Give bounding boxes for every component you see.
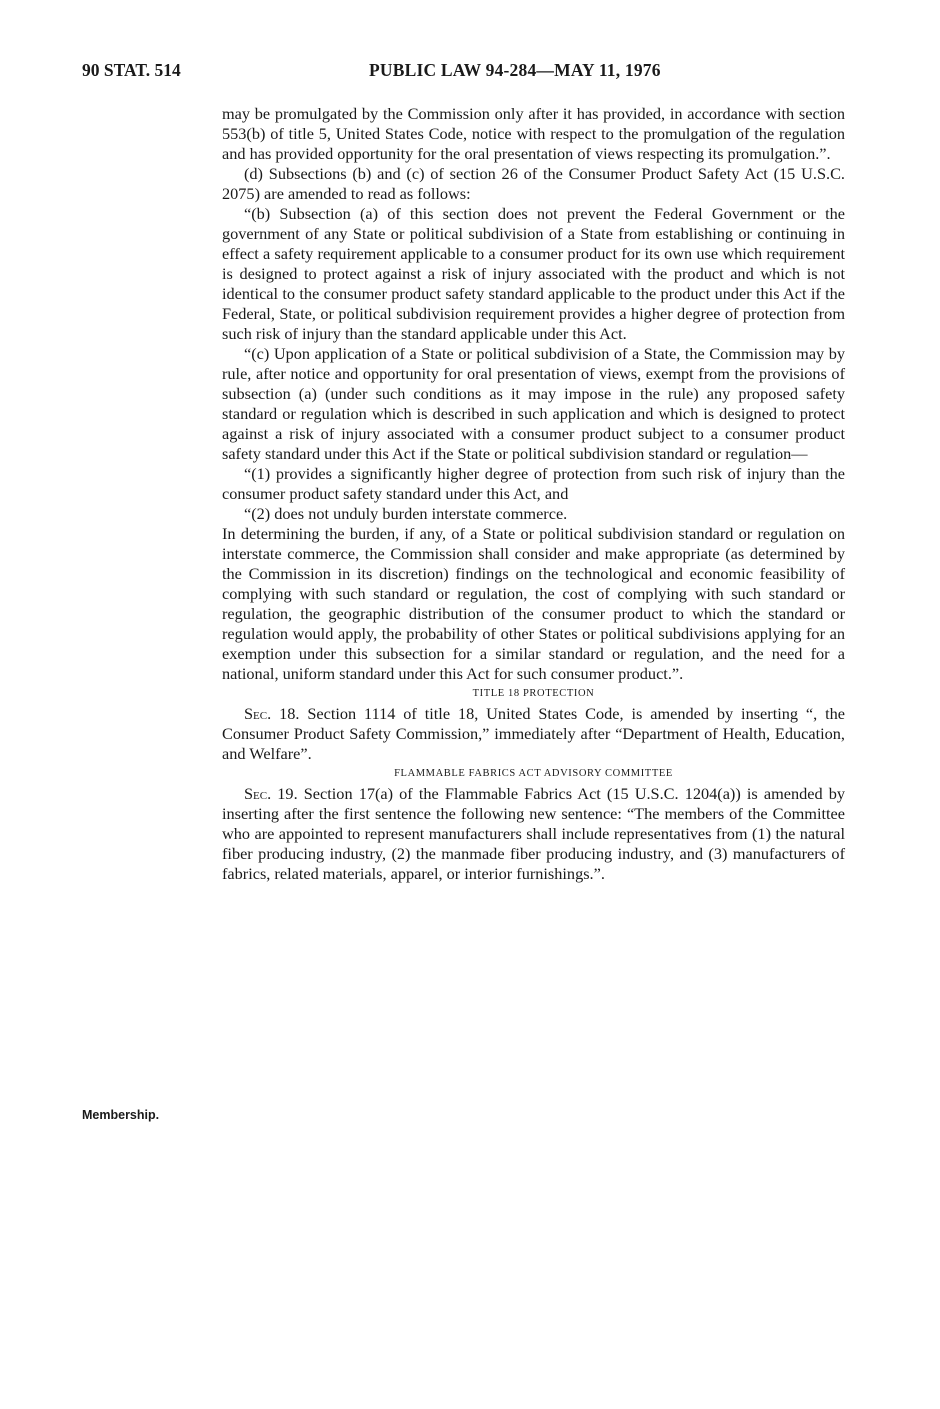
paragraph-subsection-d: (d) Subsections (b) and (c) of section 26 of the Consumer Product Safety Act (15 U.S.C. 2075) are amended to read as follows: bbox=[222, 164, 845, 203]
paragraph-continuation: may be promulgated by the Commission only after it has provided, in accordance with section 553(b) of title 5, United States Code, notice with respect to the promulgation of the regulation and has provided opportunity for the oral presentation of views respecting its promulgation.”. bbox=[222, 104, 845, 163]
section-heading-flammable: FLAMMABLE FABRICS ACT ADVISORY COMMITTEE bbox=[394, 768, 673, 779]
sec-18-label: Sec. bbox=[244, 704, 272, 723]
paragraph-subsection-b: “(b) Subsection (a) of this section does not prevent the Federal Government or the government of any State or political subdivision of a State from establishing or continuing in effect a safety requirement applicable to a consumer product for its own use which requirement is designed to protect against a risk of injury associated with the product and which is not identical to the consumer product safety standard applicable to the product under this Act if the Federal, State, or political subdivision requirement provides a higher degree of protection from such risk of injury than the standard applicable under this Act. bbox=[222, 204, 845, 343]
list-item-1: “(1) provides a significantly higher degree of protection from such risk of injury than the consumer product safety standard under this Act, and bbox=[222, 464, 845, 503]
paragraph-burden: In determining the burden, if any, of a State or political subdivision standard or regulation on interstate commerce, the Commission shall consider and make appropriate (as determined by the Commission in its discretion) findings on the technological and economic feasibility of complying with such standard or regulation, the cost of complying with such standard or regulation, the geographic distribution of the consumer product to which the standard or regulation would apply, the probability of other States or political subdivisions applying for an exemption under this subsection for a similar standard or regulation, and the need for a national, uniform standard under this Act for such consumer product.”. bbox=[222, 524, 845, 683]
paragraph-sec-18 bbox=[222, 704, 845, 764]
sec-19-label: Sec. bbox=[244, 784, 272, 803]
list-item-2: “(2) does not unduly burden interstate commerce. bbox=[244, 504, 568, 523]
page-header bbox=[82, 60, 852, 86]
running-title: PUBLIC LAW 94-284—MAY 11, 1976 bbox=[369, 60, 661, 80]
stat-page-number: 90 STAT. 514 bbox=[82, 60, 181, 80]
sec-19-text: 19. Section 17(a) of the Flammable Fabrics Act (15 U.S.C. 1204(a)) is amended by inserting after the first sentence the following new sentence: “The members of the Committee who are appointed to represent manufacturers shall include representatives from (1) the natural fiber producing industry, (2) the manmade fiber producing industry, and (3) manufacturers of fabrics, related materials, apparel, or interior furnishings.”. bbox=[222, 784, 845, 883]
paragraph-subsection-c: “(c) Upon application of a State or political subdivision of a State, the Commission may by rule, after notice and opportunity for oral presentation of views, exempt from the provisions of subsection (a) (under such conditions as it may impose in the rule) any proposed safety standard or regulation which is described in such application and which is designed to protect against a risk of injury associated with a consumer product subject to a consumer product safety standard under this Act if the State or political subdivision standard or regulation— bbox=[222, 344, 845, 463]
section-heading-title-18: TITLE 18 PROTECTION bbox=[472, 688, 595, 699]
margin-note-membership: Membership. bbox=[82, 1108, 160, 1122]
sec-18-text: 18. Section 1114 of title 18, United States Code, is amended by inserting “, the Consumer Product Safety Commission,” immediately after “Department of Health, Education, and Welfare”. bbox=[222, 704, 845, 763]
paragraph-sec-19 bbox=[222, 784, 845, 884]
main-text bbox=[222, 104, 845, 884]
